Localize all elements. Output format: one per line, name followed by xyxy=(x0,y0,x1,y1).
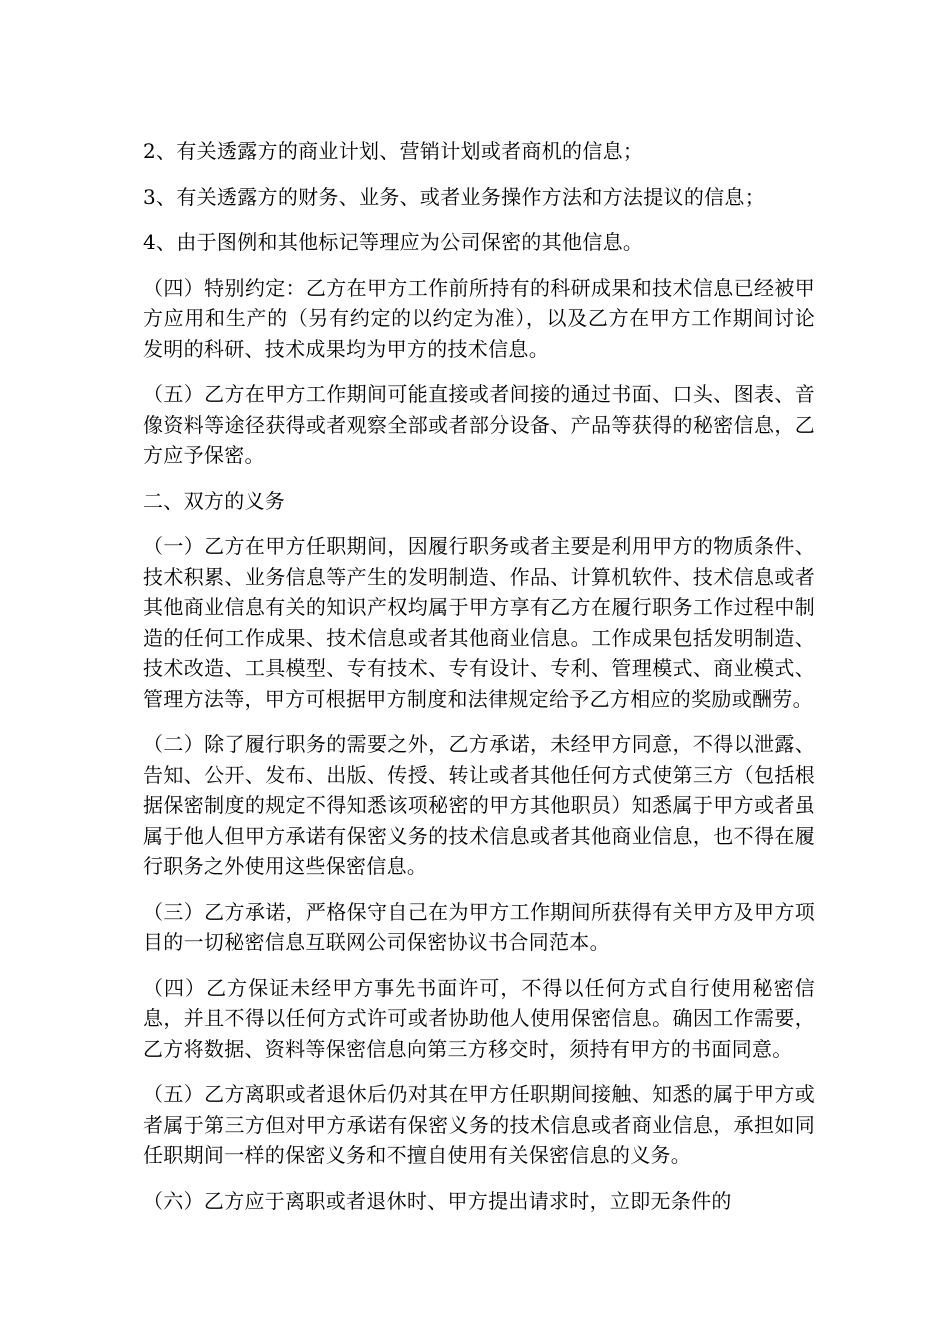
paragraph-confidentiality-scope: （五）乙方在甲方工作期间可能直接或者间接的通过书面、口头、图表、音像资料等途径获得或者观察全部或者部分设备、产品等获得的秘密信息，乙方应予保密。 xyxy=(143,382,815,467)
paragraph-obligation-6: （六）乙方应于离职或者退休时、甲方提出请求时，立即无条件的 xyxy=(143,1188,732,1213)
paragraph-obligation-5: （五）乙方离职或者退休后仍对其在甲方任职期间接触、知悉的属于甲方或者属于第三方但对甲方承诺有保密义务的技术信息或者商业信息，承担如同任职期间一样的保密义务和不擅自使用有关保密信息的义务。 xyxy=(143,1082,815,1167)
document-body xyxy=(143,136,815,1231)
paragraph-item-3: 3、有关透露方的财务、业务、或者业务操作方法和方法提议的信息； xyxy=(143,184,766,209)
paragraph-obligation-3: （三）乙方承诺，严格保守自己在为甲方工作期间所获得有关甲方及甲方项目的一切秘密信息互联网公司保密协议书合同范本。 xyxy=(143,899,815,954)
section-heading-obligations: 二、双方的义务 xyxy=(143,488,286,513)
paragraph-item-4: 4、由于图例和其他标记等理应为公司保密的其他信息。 xyxy=(143,230,644,254)
paragraph-item-2: 2、有关透露方的商业计划、营销计划或者商机的信息； xyxy=(143,139,644,163)
paragraph-obligation-4: （四）乙方保证未经甲方事先书面许可，不得以任何方式自行使用秘密信息，并且不得以任何方式许可或者协助他人使用保密信息。确因工作需要，乙方将数据、资料等保密信息向第三方移交时，须持有甲方的书面同意。 xyxy=(143,975,815,1061)
paragraph-obligation-2: （二）除了履行职务的需要之外，乙方承诺，未经甲方同意，不得以泄露、告知、公开、发布、出版、传授、转让或者其他任何方式使第三方（包括根据保密制度的规定不得知悉该项秘密的甲方其他职员）知悉属于甲方或者虽属于他人但甲方承诺有保密义务的技术信息或者其他商业信息，也不得在履行职务之外使用这些保密信息。 xyxy=(143,732,815,878)
paragraph-obligation-1: （一）乙方在甲方任职期间，因履行职务或者主要是利用甲方的物质条件、技术积累、业务信息等产生的发明制造、作品、计算机软件、技术信息或者其他商业信息有关的知识产权均属于甲方享有乙方在履行职务工作过程中制造的任何工作成果、技术信息或者其他商业信息。工作成果包括发明制造、技术改造、工具模型、专有技术、专有设计、专利、管理模式、商业模式、管理方法等，甲方可根据甲方制度和法律规定给予乙方相应的奖励或酬劳。 xyxy=(143,534,815,711)
paragraph-special-agreement: （四）特别约定：乙方在甲方工作前所持有的科研成果和技术信息已经被甲方应用和生产的（另有约定的以约定为准），以及乙方在甲方工作期间讨论发明的科研、技术成果均为甲方的技术信息。 xyxy=(143,275,815,361)
